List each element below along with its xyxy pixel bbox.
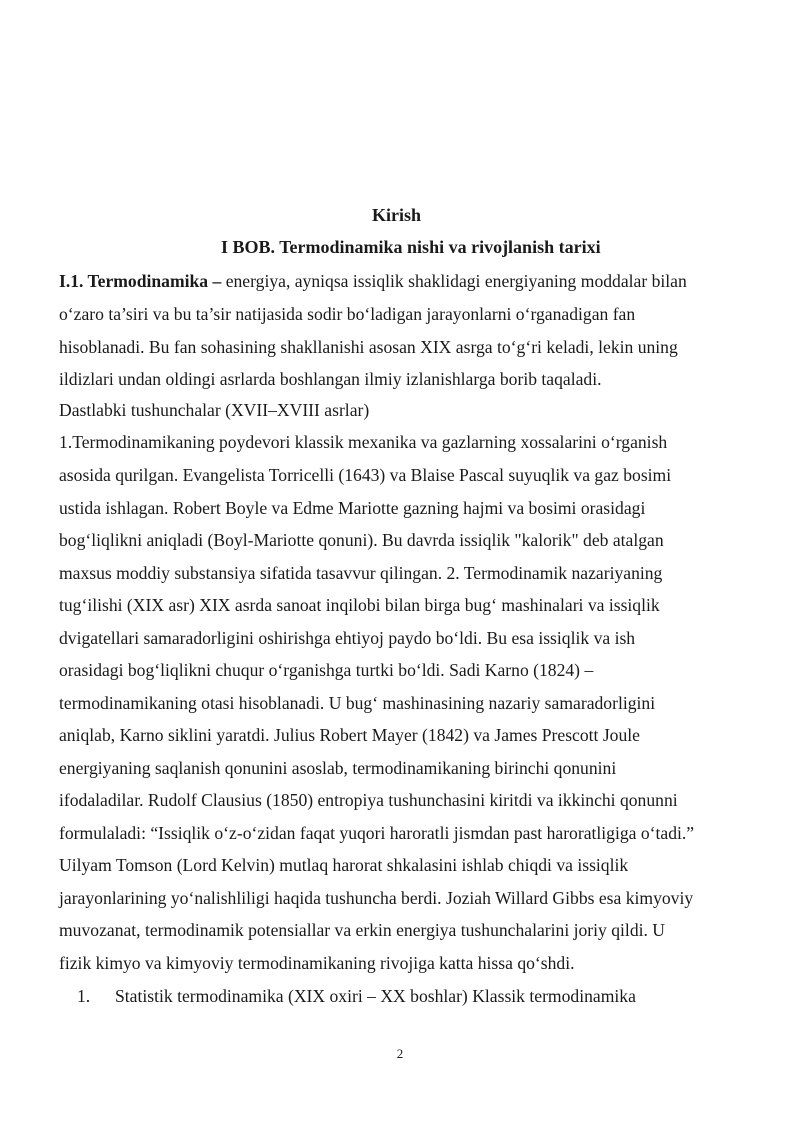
section-label: I.1. Termodinamika – bbox=[59, 271, 222, 291]
paragraph-line: tug‘ilishi (XIX asr) XIX asrda sanoat inqilobi bilan birga bug‘ mashinalari va issiqlik bbox=[59, 595, 660, 615]
paragraph-line: orasidagi bog‘liqlikni chuqur o‘rganishga turtki bo‘ldi. Sadi Karno (1824) – bbox=[59, 660, 594, 680]
paragraph-line: ustida ishlagan. Robert Boyle va Edme Mariotte gazning hajmi va bosimi orasidagi bbox=[59, 498, 646, 518]
chapter-heading: I BOB. Termodinamika nishi va rivojlanish tarixi bbox=[221, 237, 601, 257]
intro-heading: Kirish bbox=[372, 205, 422, 225]
paragraph-line: maxsus moddiy substansiya sifatida tasavvur qilingan. 2. Termodinamik nazariyaning bbox=[59, 563, 663, 583]
paragraph-line: bog‘liqlikni aniqladi (Boyl-Mariotte qonuni). Bu davrda issiqlik "kalorik" deb atalgan bbox=[59, 530, 664, 550]
paragraph-line: termodinamikaning otasi hisoblanadi. U bug‘ mashinasining nazariy samaradorligini bbox=[59, 693, 656, 713]
paragraph-line: hisoblanadi. Bu fan sohasining shakllanishi asosan XIX asrga to‘g‘ri keladi, lekin uning bbox=[59, 337, 678, 357]
paragraph-line: aniqlab, Karno siklini yaratdi. Julius Robert Mayer (1842) va James Prescott Joule bbox=[59, 725, 640, 745]
paragraph-line: 1.Termodinamikaning poydevori klassik mexanika va gazlarning xossalarini o‘rganish bbox=[59, 432, 668, 452]
list-item-number: 1. bbox=[77, 986, 91, 1006]
page-number: 2 bbox=[396, 1046, 404, 1061]
paragraph-line: formulaladi: “Issiqlik o‘z-o‘zidan faqat yuqori haroratli jismdan past haroratligiga o‘tadi.” bbox=[59, 823, 695, 843]
paragraph-line: jarayonlarining yo‘nalishliligi haqida tushuncha berdi. Joziah Willard Gibbs esa kimyoviy bbox=[59, 888, 694, 908]
paragraph-line: Uilyam Tomson (Lord Kelvin) mutlaq harorat shkalasini ishlab chiqdi va issiqlik bbox=[59, 855, 629, 875]
paragraph-line: ifodaladilar. Rudolf Clausius (1850) entropiya tushunchasini kiritdi va ikkinchi qonunni bbox=[59, 790, 678, 810]
list-item bbox=[59, 985, 636, 1007]
paragraph-line bbox=[59, 270, 687, 292]
list-item-text: Statistik termodinamika (XIX oxiri – XX boshlar) Klassik termodinamika bbox=[115, 986, 636, 1006]
paragraph-line: o‘zaro ta’siri va bu ta’sir natijasida sodir bo‘ladigan jarayonlarni o‘rganadigan fan bbox=[59, 304, 636, 324]
paragraph-line: fizik kimyo va kimyoviy termodinamikaning rivojiga katta hissa qo‘shdi. bbox=[59, 953, 575, 973]
paragraph-line: Dastlabki tushunchalar (XVII–XVIII asrlar) bbox=[59, 400, 370, 420]
paragraph-line-text: energiya, ayniqsa issiqlik shaklidagi energiyaning moddalar bilan bbox=[221, 271, 687, 291]
paragraph-line: dvigatellari samaradorligini oshirishga ehtiyoj paydo bo‘ldi. Bu esa issiqlik va ish bbox=[59, 628, 636, 648]
paragraph-line: ildizlari undan oldingi asrlarda boshlangan ilmiy izlanishlarga borib taqaladi. bbox=[59, 369, 602, 389]
paragraph-line: muvozanat, termodinamik potensiallar va erkin energiya tushunchalarini joriy qildi. U bbox=[59, 920, 666, 940]
paragraph-line: asosida qurilgan. Evangelista Torricelli (1643) va Blaise Pascal suyuqlik va gaz bosimi bbox=[59, 465, 672, 485]
paragraph-line: energiyaning saqlanish qonunini asoslab, termodinamikaning birinchi qonunini bbox=[59, 758, 617, 778]
